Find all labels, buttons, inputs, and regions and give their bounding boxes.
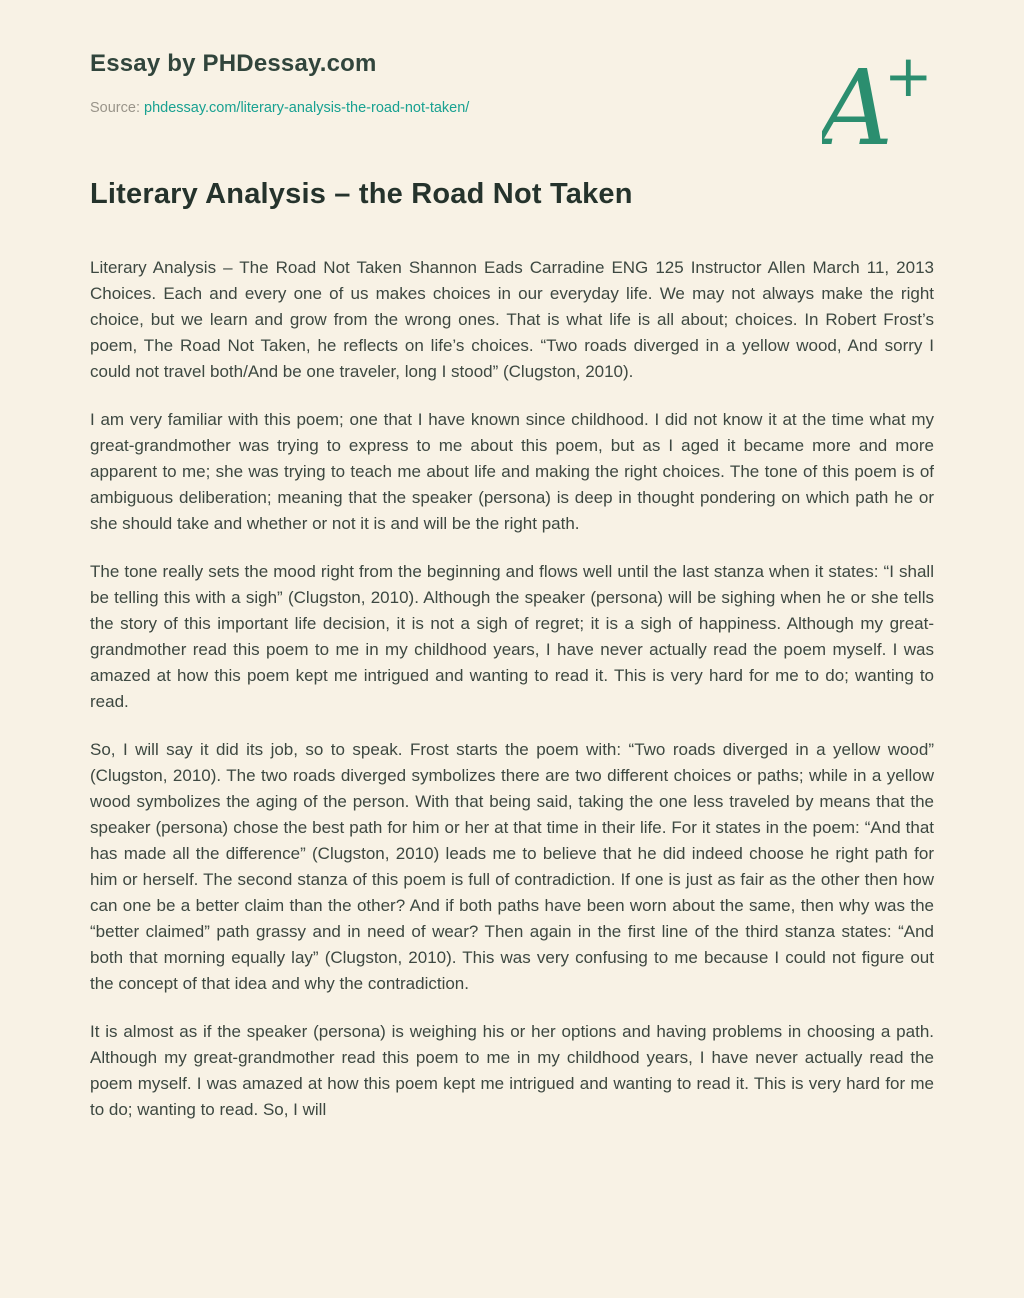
svg-text:+: + [884, 48, 932, 110]
source-line [90, 100, 934, 116]
a-plus-logo-icon [822, 48, 932, 166]
source-label: Source: [90, 100, 140, 116]
source-link[interactable]: phdessay.com/literary-analysis-the-road-not-taken/ [144, 100, 470, 116]
essay-paragraph-1: Literary Analysis – The Road Not Taken Shannon Eads Carradine ENG 125 Instructor Allen March 11, 2013 Choices. Each and every one of us makes choices in our everyday life. We may not always make the right choice, but we learn and grow from the wrong ones. That is what life is all about; choices. In Robert Frost’s poem, The Road Not Taken, he reflects on life’s choices. “Two roads diverged in a yellow wood, And sorry I could not travel both/And be one traveler, long I stood” (Clugston, 2010). [90, 258, 934, 381]
essay-title: Literary Analysis – the Road Not Taken [90, 178, 633, 210]
essay-body [90, 255, 934, 1123]
essay-paragraph-3: The tone really sets the mood right from the beginning and flows well until the last stanza when it states: “I shall be telling this with a sigh” (Clugston, 2010). Although the speaker (persona) will be sighing when he or she tells the story of this important life decision, it is not a sigh of regret; it is a sigh of happiness. Although my great-grandmother read this poem to me in my childhood years, I have never actually read the poem myself. I was amazed at how this poem kept me intrigued and wanting to read it. This is very hard for me to do; wanting to read. [90, 562, 934, 711]
essay-paragraph-4: So, I will say it did its job, so to speak. Frost starts the poem with: “Two roads diverged in a yellow wood” (Clugston, 2010). The two roads diverged symbolizes there are two different choices or paths; while in a yellow wood symbolizes the aging of the person. With that being said, taking the one less traveled by means that the speaker (persona) chose the best path for him or her at that time in their life. For it states in the poem: “And that has made all the difference” (Clugston, 2010) leads me to believe that he did indeed choose he right path for him or herself. The second stanza of this poem is full of contradiction. If one is just as fair as the other then how can one be a better claim than the other? And if both paths have been worn about the same, then why was the “better claimed” path grassy and in need of wear? Then again in the first line of the third stanza states: “And both that morning equally lay” (Clugston, 2010). This was very confusing to me because I could not figure out the concept of that idea and why the contradiction. [90, 740, 934, 993]
page-header-title: Essay by PHDessay.com [90, 50, 377, 77]
essay-paragraph-2: I am very familiar with this poem; one that I have known since childhood. I did not know it at the time what my great-grandmother was trying to express to me about this poem, but as I aged it became more and more apparent to me; she was trying to teach me about life and making the right choices. The tone of this poem is of ambiguous deliberation; meaning that the speaker (persona) is deep in thought pondering on which path he or she should take and whether or not it is and will be the right path. [90, 410, 934, 533]
svg-text:A: A [822, 48, 894, 166]
essay-paragraph-5: It is almost as if the speaker (persona) is weighing his or her options and having problems in choosing a path. Although my great-grandmother read this poem to me in my childhood years, I have never actually read the poem myself. I was amazed at how this poem kept me intrigued and wanting to read it. This is very hard for me to do; wanting to read. So, I will [90, 1022, 934, 1119]
